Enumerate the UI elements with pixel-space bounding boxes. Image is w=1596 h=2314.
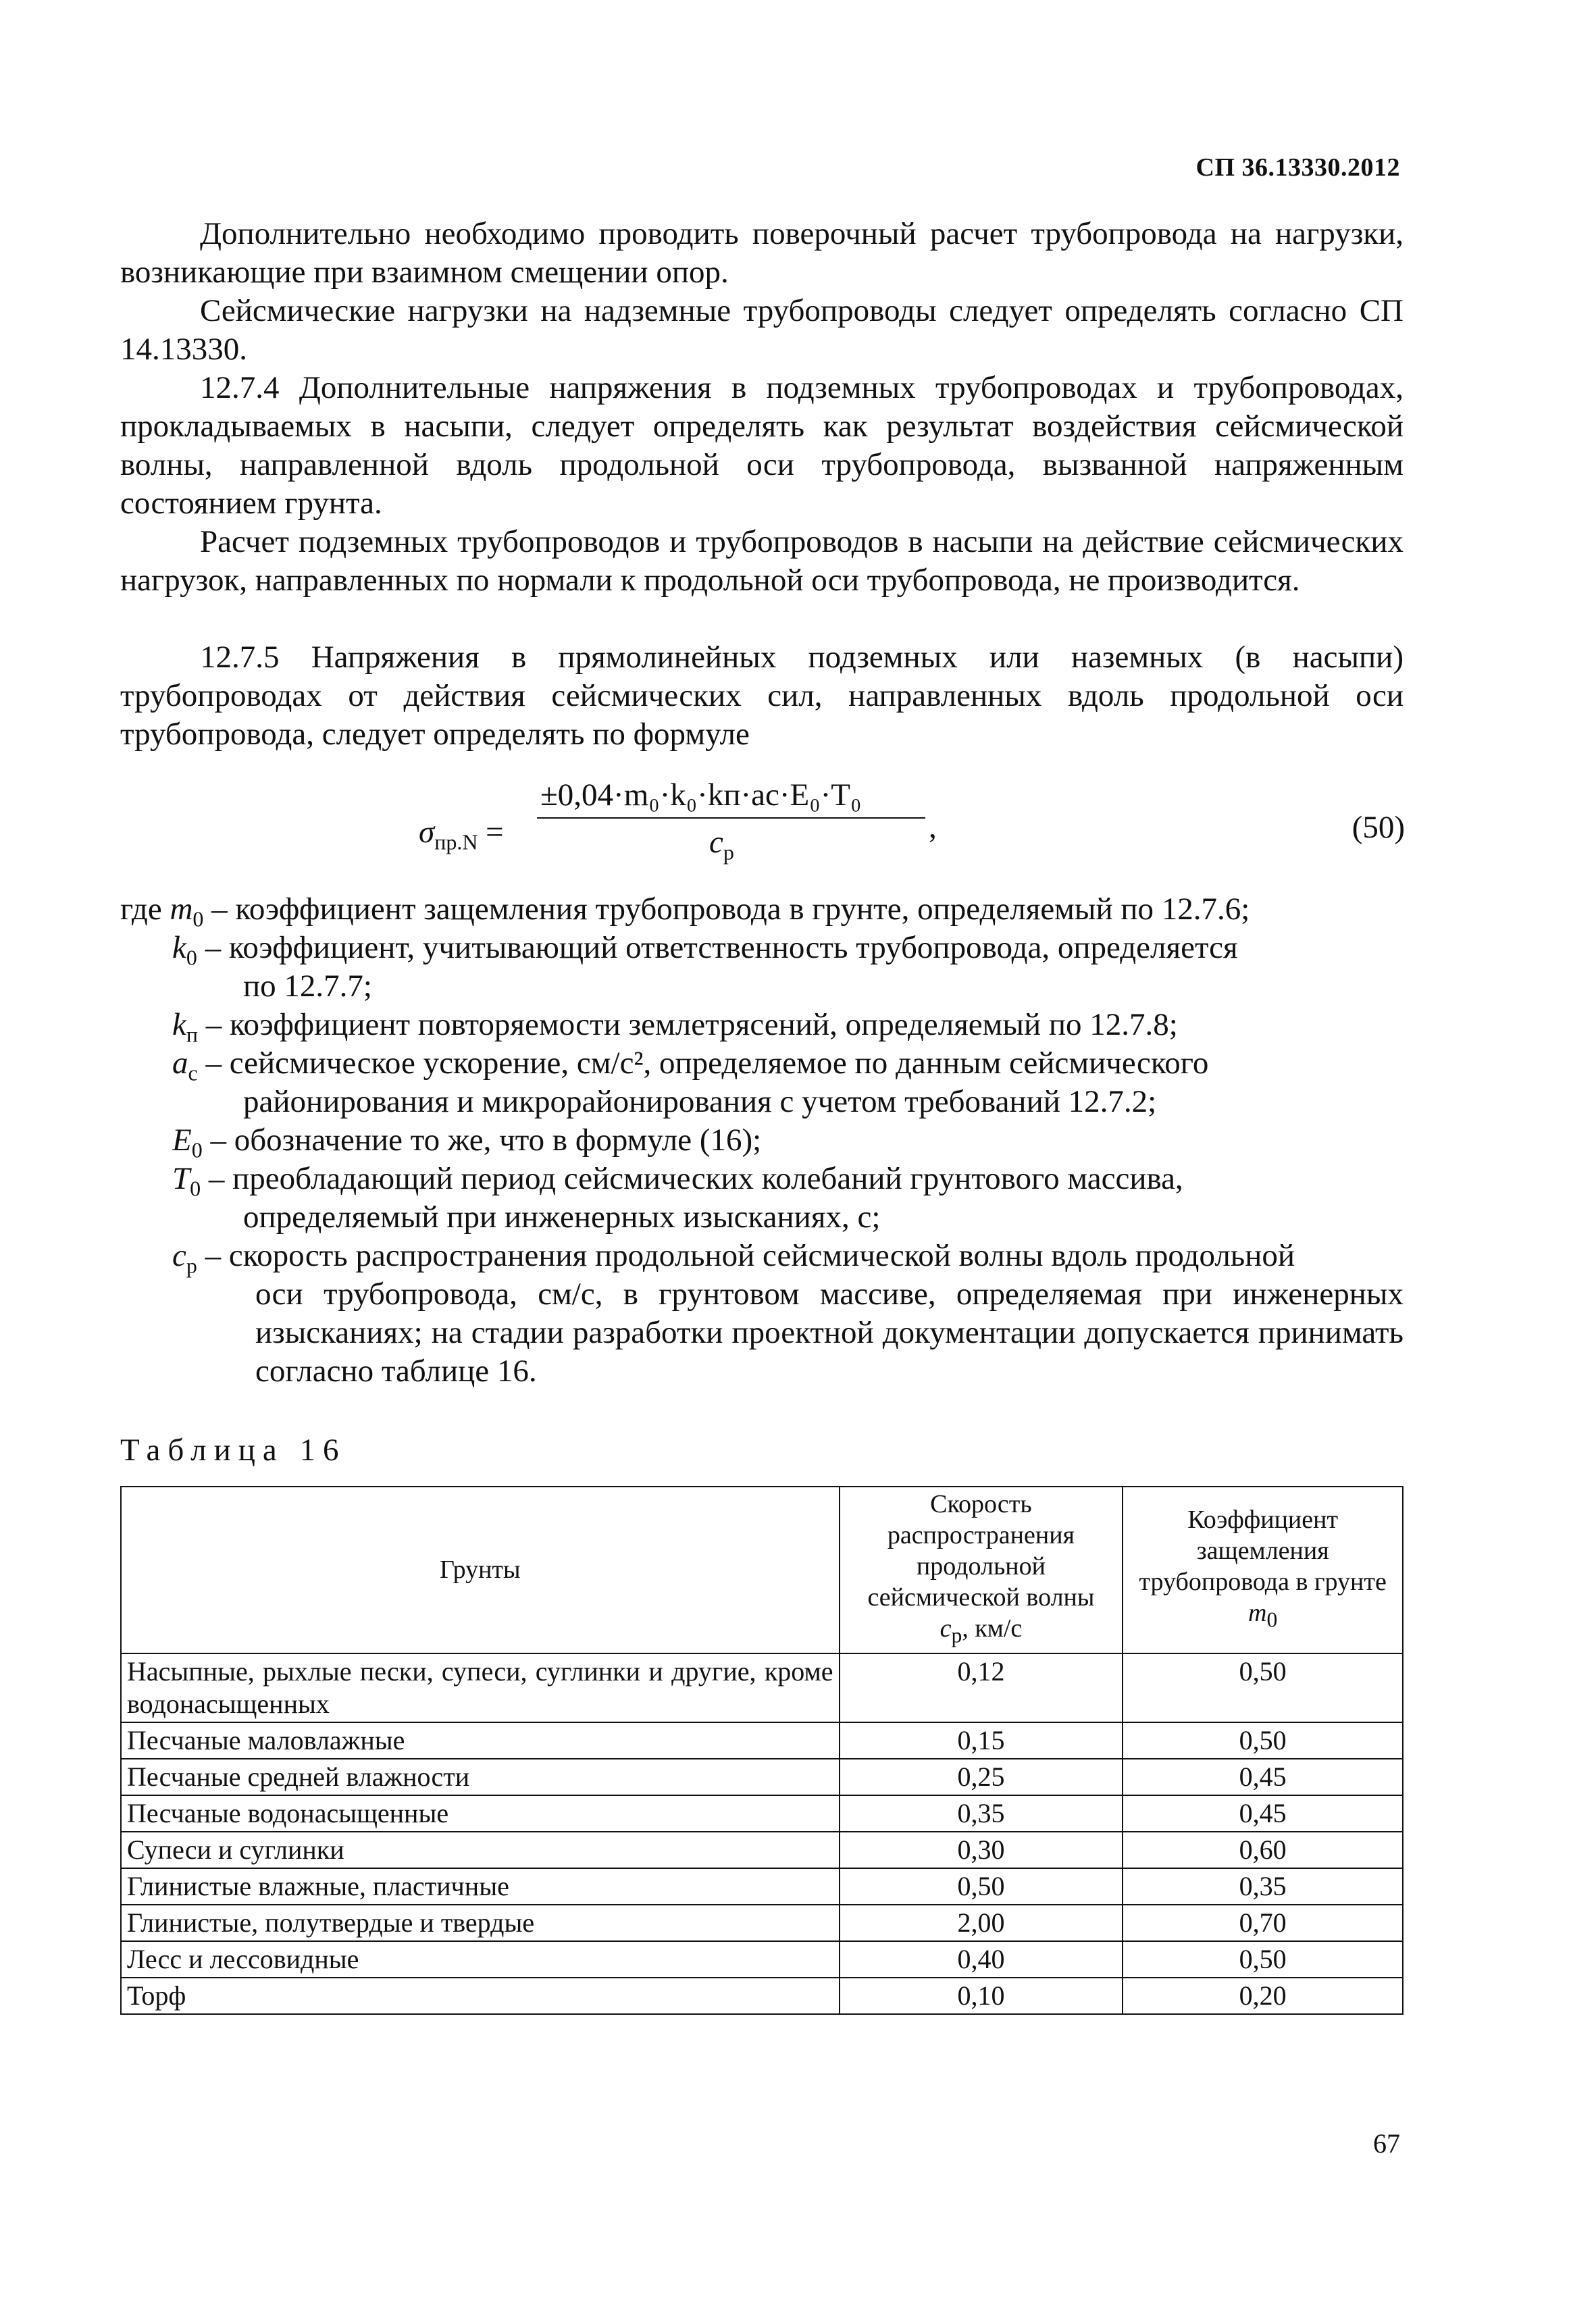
definition-E0: $E_0$ – обозначение то же, что в формуле (16); xyxy=(172,1123,762,1162)
cell-wave-speed: 0,15 xyxy=(840,1722,1123,1759)
table-header-row xyxy=(121,1487,1403,1653)
formula-number: (50) xyxy=(1352,810,1405,845)
definition-ac-cont: районирования и микрорайонирования с учетом требований 12.7.2; xyxy=(243,1084,1157,1119)
header-clamping-coefficient: Коэффициент защемления трубопровода в грунте $m_0$ xyxy=(1123,1487,1403,1653)
cell-wave-speed: 0,10 xyxy=(840,1978,1123,2014)
table-row xyxy=(121,1653,1403,1722)
cell-soil: Песчаные маловлажные xyxy=(121,1722,840,1759)
cell-soil: Глинистые влажные, пластичные xyxy=(121,1868,840,1905)
cell-coefficient: 0,45 xyxy=(1123,1795,1403,1832)
cell-coefficient: 0,35 xyxy=(1123,1868,1403,1905)
cell-wave-speed: 0,35 xyxy=(840,1795,1123,1832)
fraction-bar xyxy=(537,817,925,819)
cell-soil: Песчаные водонасыщенные xyxy=(121,1795,840,1832)
definition-kp: $k_п$ – коэффициент повторяемости землетрясений, определяемый по 12.7.8; xyxy=(172,1007,1178,1047)
paragraph-calculation-not-performed: Расчет подземных трубопроводов и трубопроводов в насыпи на действие сейсмических нагрузок, направленных по нормали к продольной оси трубопровода, не производится. xyxy=(120,524,1404,598)
definition-T0-cont: определяемый при инженерных изысканиях, с; xyxy=(243,1200,881,1235)
cell-coefficient: 0,50 xyxy=(1123,1941,1403,1978)
table-row xyxy=(121,1795,1403,1832)
header-soils: Грунты xyxy=(121,1487,840,1653)
table-row xyxy=(121,1905,1403,1941)
cell-coefficient: 0,70 xyxy=(1123,1905,1403,1941)
table-row xyxy=(121,1832,1403,1868)
cell-coefficient: 0,60 xyxy=(1123,1832,1403,1868)
page-number: 67 xyxy=(1373,2128,1400,2159)
formula-numerator: ±0,04·m₀·k₀·kп·aс·E₀·T₀ xyxy=(540,777,862,813)
cell-wave-speed: 0,40 xyxy=(840,1941,1123,1978)
table-row xyxy=(121,1868,1403,1905)
definition-cp: $c_р$ – скорость распространения продольной сейсмической волны вдоль продольной xyxy=(172,1238,1295,1278)
cell-soil: Песчаные средней влажности xyxy=(121,1759,840,1795)
formula-comma: , xyxy=(929,810,937,845)
paragraph-additional-check: Дополнительно необходимо проводить поверочный расчет трубопровода на нагрузки, возникающие при взаимном смещении опор. xyxy=(120,216,1404,290)
definition-cp-cont: оси трубопровода, см/с, в грунтовом массиве, определяемая при инженерных изысканиях; на стадии разработки проектной документации допускается принимать согласно таблице 16. xyxy=(255,1277,1404,1389)
paragraph-12-7-4: 12.7.4 Дополнительные напряжения в подземных трубопроводах и трубопроводах, прокладываемых в насыпи, следует определять как результат воздействия сейсмической волны, направленной вдоль продольной оси трубопровода, вызванной напряженным состоянием грунта. xyxy=(120,370,1404,521)
definition-k0: $k_0$ – коэффициент, учитывающий ответственность трубопровода, определяется xyxy=(172,930,1238,970)
cell-soil: Глинистые, полутвердые и твердые xyxy=(121,1905,840,1941)
cell-coefficient: 0,50 xyxy=(1123,1722,1403,1759)
cell-coefficient: 0,50 xyxy=(1123,1653,1403,1722)
definition-m0: где $m_0$ – коэффициент защемления трубопровода в грунте, определяемый по 12.7.6; xyxy=(120,892,1250,931)
header-wave-speed: Скорость распространения продольной сейсмической волны $c_р$, км/с xyxy=(840,1487,1123,1653)
cell-soil: Насыпные, рыхлые пески, супеси, суглинки и другие, кроме водонасыщенных xyxy=(121,1653,840,1722)
document-code-header: СП 36.13330.2012 xyxy=(1195,153,1400,182)
table-row xyxy=(121,1759,1403,1795)
cell-wave-speed: 0,50 xyxy=(840,1868,1123,1905)
formula-denominator: $c_р$ xyxy=(709,825,734,865)
cell-wave-speed: 0,30 xyxy=(840,1832,1123,1868)
table-row xyxy=(121,1978,1403,2014)
cell-wave-speed: 0,12 xyxy=(840,1653,1123,1722)
paragraph-seismic-loads: Сейсмические нагрузки на надземные трубопроводы следует определять согласно СП 14.13330. xyxy=(120,293,1404,367)
cell-soil: Супеси и суглинки xyxy=(121,1832,840,1868)
cell-coefficient: 0,45 xyxy=(1123,1759,1403,1795)
table-row xyxy=(121,1941,1403,1978)
cell-soil: Лесс и лессовидные xyxy=(121,1941,840,1978)
definition-T0: $T_0$ – преобладающий период сейсмических колебаний грунтового массива, xyxy=(172,1161,1183,1201)
formula-lhs: $\sigma_{пр.N}$ = xyxy=(419,815,504,854)
cell-coefficient: 0,20 xyxy=(1123,1978,1403,2014)
table-caption: Таблица 16 xyxy=(120,1433,346,1468)
formula-50 xyxy=(419,777,1405,878)
definition-k0-cont: по 12.7.7; xyxy=(243,969,372,1004)
cell-wave-speed: 2,00 xyxy=(840,1905,1123,1941)
cell-wave-speed: 0,25 xyxy=(840,1759,1123,1795)
definition-ac: $a_с$ – сейсмическое ускорение, см/с², определяемое по данным сейсмического xyxy=(172,1046,1209,1085)
soil-parameters-table xyxy=(120,1486,1404,2015)
cell-soil: Торф xyxy=(121,1978,840,2014)
paragraph-12-7-5: 12.7.5 Напряжения в прямолинейных подземных или наземных (в насыпи) трубопроводах от действия сейсмических сил, направленных вдоль продольной оси трубопровода, следует определять по формуле xyxy=(120,640,1404,752)
table-row xyxy=(121,1722,1403,1759)
